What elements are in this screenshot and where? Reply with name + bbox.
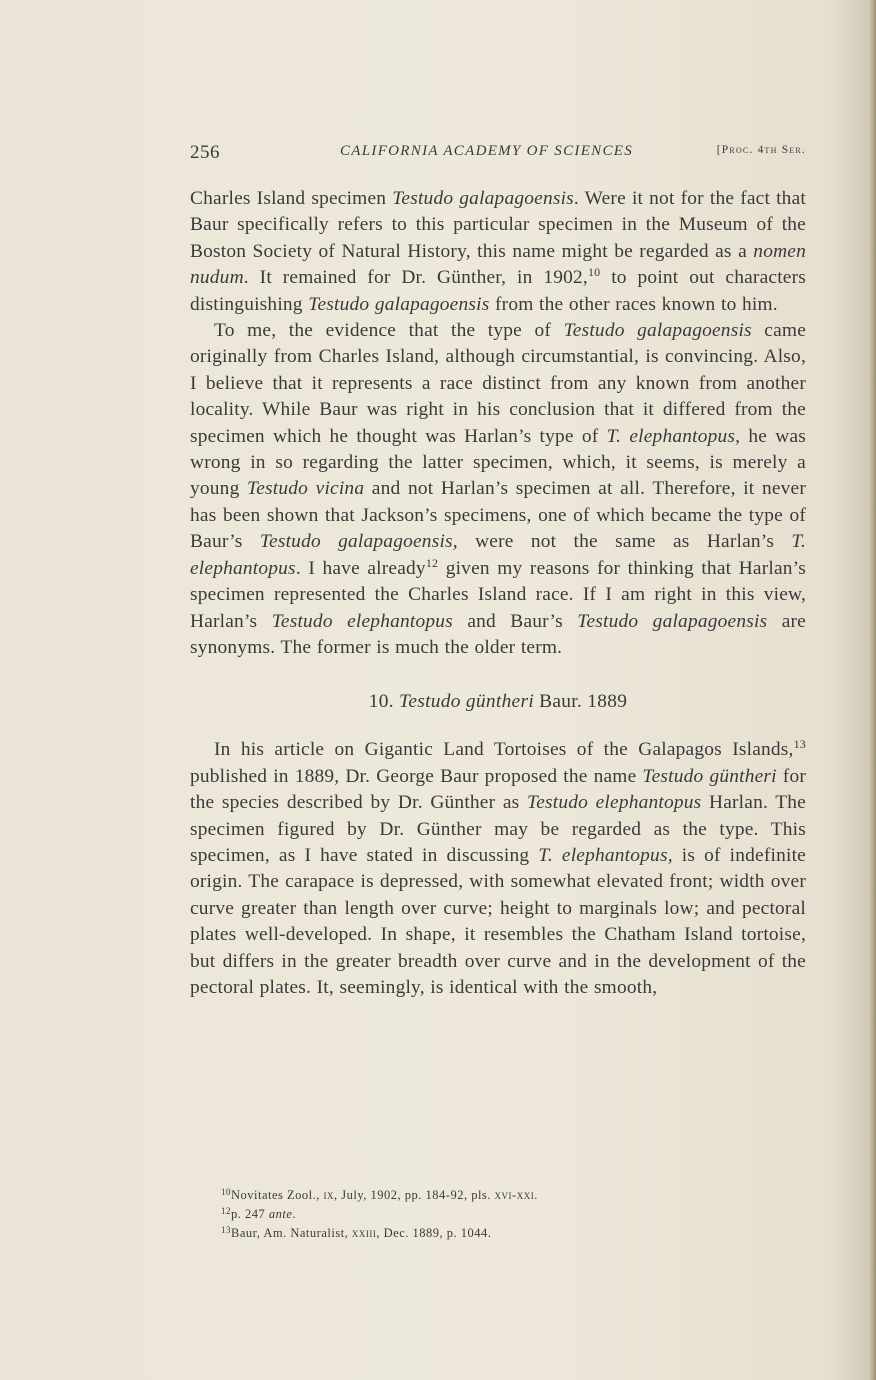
italic-text: T. elephantopus [190,531,806,579]
italic-text: ante [268,1207,293,1221]
italic-text: T. elephantopus, [606,425,741,447]
footnote-ref: 10 [587,265,601,280]
section-number: 10. [368,691,394,713]
text-run: Novitates Zool., [231,1188,324,1202]
text-run: To me, the evidence that the type of [214,320,564,342]
italic-text: T. elephantopus, [538,844,673,866]
footnote [221,1205,781,1224]
text-run: published in 1889, Dr. George Baur proposed the name [190,765,643,787]
footnote-ref: 12 [425,555,439,570]
text-run: and not Harlan’s specimen at all. Therefore, it never has been shown that Jackson’s specimens, one of which became the type of Baur’s [190,478,807,553]
text-run: . It remained for Dr. Günther, in 1902, [243,267,588,289]
section-taxon: Testudo güntheri [399,691,535,713]
text-run: p. 247 [231,1207,269,1221]
paragraph [190,318,806,661]
text-run: Harlan. The specimen figured by Dr. Günther may be regarded as the type. This specimen, as I have stated in discussing [190,792,806,866]
body-text [190,186,806,1001]
running-head: CALIFORNIA ACADEMY OF SCIENCES [340,143,634,159]
roman-numeral: xvi-xxi [494,1188,535,1202]
paragraphs-before [190,186,806,661]
text-run: . [534,1188,538,1202]
footnotes [221,1186,781,1243]
text-run: In his article on Gigantic Land Tortoises of the Galapagos Islands, [214,739,794,761]
paragraph [190,737,806,1001]
section-author: Baur. 1889 [539,691,628,713]
text-run: were not the same as Harlan’s [457,531,792,553]
series-label: [Proc. 4th Ser. [716,144,806,156]
text-run: Charles Island specimen [190,188,393,209]
italic-text: Testudo galapagoensis [392,188,574,209]
roman-numeral: ix [323,1188,335,1202]
text-run: for the species described by Dr. Günther as [190,765,807,814]
paragraphs-after [190,737,806,1001]
text-run: is of indefinite origin. The carapace is depressed, with somewhat elevated front; width over curve greater than length over curve; height to marginals low; and pectoral plates well-developed. In shape, it resembles the Chatham Island tortoise, but differs in the greater breadth over curve and in the development of the pectoral plates. It, seemingly, is identical with the smooth, [190,844,806,998]
page-edge [868,0,876,1380]
text-run: from the other races known to him. [489,293,778,315]
text-run: , Dec. 1889, p. 1044. [376,1226,492,1240]
italic-text: Testudo galapagoensis, [259,531,458,553]
italic-text: Testudo elephantopus [271,610,453,632]
italic-text: Testudo galapagoensis [563,320,752,342]
page-header [190,142,806,164]
footnote-mark: 12 [221,1206,231,1216]
italic-text: Testudo güntheri [642,765,777,787]
text-run: given my reasons for thinking that Harlan’s specimen represented the Charles Island race. If I am right in this view, Harlan’s [190,557,806,632]
text-run: to point out characters distinguishing [190,267,806,315]
section-heading [190,689,806,715]
text-run: . I have already [295,557,426,579]
text-run: Baur, Am. Naturalist, [231,1226,352,1240]
text-run: . Were it not for the fact that Baur specifically refers to this particular specimen in the Museum of the Boston Society of Natural History, this name might be regarded as a [190,188,806,262]
text-run: he was wrong in so regarding the latter specimen, which, it seems, is merely a young [190,425,806,500]
italic-text: nomen nudum [190,240,806,289]
footnote-mark: 13 [221,1225,231,1235]
text-run: and Baur’s [452,610,578,632]
text-run: . [292,1207,297,1221]
footnote [221,1224,781,1243]
paragraph [190,186,806,318]
footnote-mark: 10 [221,1187,231,1197]
text-run: , July, 1902, pp. 184-92, pls. [334,1188,495,1202]
italic-text: Testudo vicina [247,478,365,500]
footnote [221,1186,781,1205]
roman-numeral: xxiii [351,1226,377,1240]
italic-text: Testudo elephantopus [527,792,702,814]
footnote-ref: 13 [793,737,806,752]
text-run: are synonyms. The former is much the older term. [190,610,806,658]
text-run: came originally from Charles Island, although circumstantial, is convincing. Also, I believe that it represents a race distinct from any known from another locality. While Baur was right in his conclusion that it differed from the specimen which he thought was Harlan’s type of [190,320,807,447]
italic-text: Testudo galapagoensis [308,293,490,315]
page-number: 256 [190,142,220,163]
italic-text: Testudo galapagoensis [577,610,768,632]
